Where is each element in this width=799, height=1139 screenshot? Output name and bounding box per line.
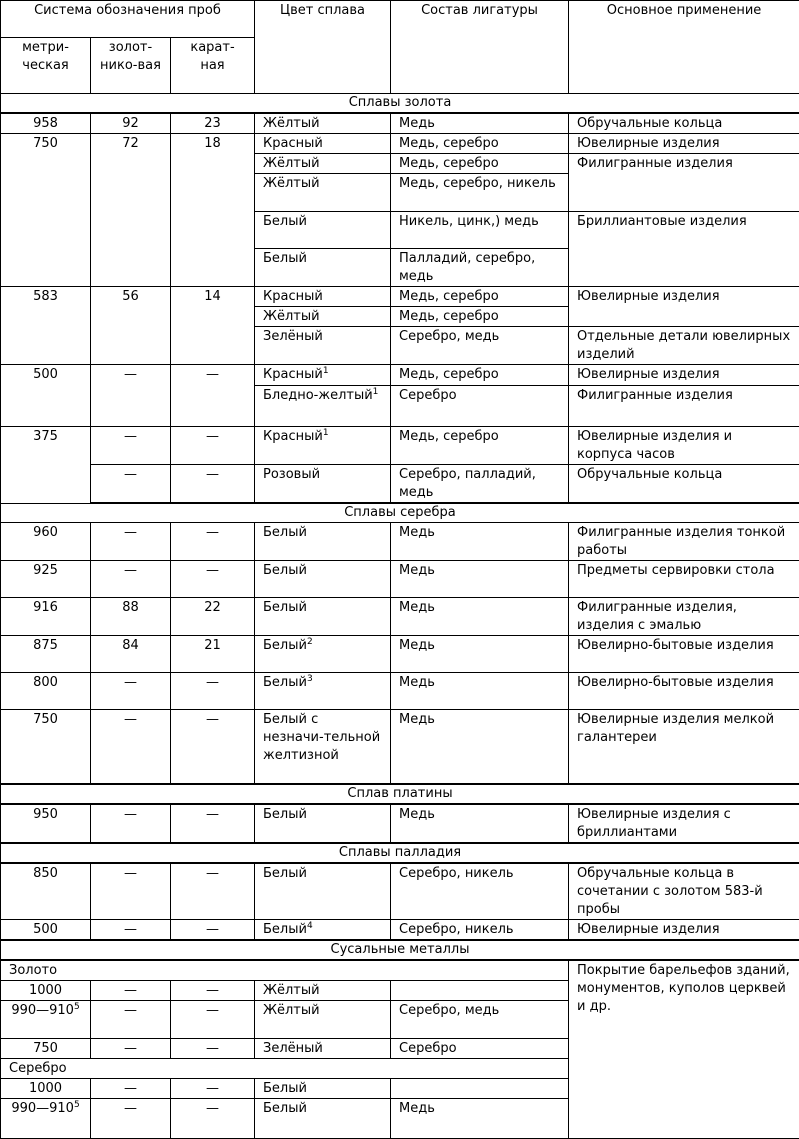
gold-375-zolotnik: — <box>91 427 171 465</box>
leaf-silver-1000-color: Белый <box>255 1078 391 1098</box>
palladium-500-metric: 500 <box>1 919 91 940</box>
silver-916-ligature: Медь <box>391 598 569 636</box>
leaf-gold-label: Золото <box>1 960 569 981</box>
platinum-950-zolotnik: — <box>91 804 171 843</box>
gold-750-application: Бриллиантовые изделия <box>569 212 799 287</box>
platinum-950-ligature: Медь <box>391 804 569 843</box>
gold-583-zolotnik: 56 <box>91 287 171 365</box>
silver-925-metric: 925 <box>1 561 91 598</box>
gold-375-color: Розовый <box>255 465 391 504</box>
silver-960-metric: 960 <box>1 523 91 561</box>
leaf-silver-990-zolotnik: — <box>91 1098 171 1138</box>
gold-375-application: Ювелирные изделия и корпуса часов <box>569 427 799 465</box>
leaf-silver-990-color: Белый <box>255 1098 391 1138</box>
silver-875-metric: 875 <box>1 636 91 673</box>
gold-750-ligature: Медь, серебро <box>391 134 569 154</box>
gold-375-carat: — <box>171 465 255 504</box>
silver-960-ligature: Медь <box>391 523 569 561</box>
gold-750-color: Жёлтый <box>255 154 391 174</box>
gold-958-zolotnik: 92 <box>91 113 171 134</box>
header-zolotnik: золот-нико-вая <box>91 38 171 94</box>
palladium-850-carat: — <box>171 863 255 920</box>
leaf-gold-1000-zolotnik: — <box>91 980 171 1000</box>
silver-960-carat: — <box>171 523 255 561</box>
leaf-silver-1000-carat: — <box>171 1078 255 1098</box>
color-text: Белый <box>263 675 307 690</box>
platinum-950-carat: — <box>171 804 255 843</box>
gold-958-application: Обручальные кольца <box>569 113 799 134</box>
gold-750-zolotnik: 72 <box>91 134 171 287</box>
silver-960-application: Филигранные изделия тонкой работы <box>569 523 799 561</box>
section-platinum: Сплав платины <box>1 784 799 804</box>
gold-583-ligature: Медь, серебро <box>391 307 569 327</box>
silver-750-color: Белый с незначи-тельной желтизной <box>255 710 391 784</box>
header-application: Основное применение <box>569 1 799 94</box>
gold-583-carat: 14 <box>171 287 255 365</box>
palladium-500-zolotnik: — <box>91 919 171 940</box>
section-silver: Сплавы серебра <box>1 503 799 523</box>
leaf-silver-990-ligature: Медь <box>391 1098 569 1138</box>
footnote-mark: 4 <box>307 921 313 931</box>
footnote-mark: 1 <box>323 366 329 376</box>
silver-916-zolotnik: 88 <box>91 598 171 636</box>
leaf-silver-1000-ligature <box>391 1078 569 1098</box>
palladium-500-application: Ювелирные изделия <box>569 919 799 940</box>
leaf-silver-990-metric <box>1 1098 91 1138</box>
metric-text: 990—910 <box>11 1101 74 1116</box>
silver-960-color: Белый <box>255 523 391 561</box>
gold-583-application: Ювелирные изделия <box>569 287 799 327</box>
color-text: Белый <box>263 922 307 937</box>
gold-375-carat: — <box>171 427 255 465</box>
header-ligature: Состав лигатуры <box>391 1 569 94</box>
silver-925-carat: — <box>171 561 255 598</box>
silver-925-zolotnik: — <box>91 561 171 598</box>
silver-800-metric: 800 <box>1 673 91 710</box>
gold-583-color: Жёлтый <box>255 307 391 327</box>
gold-375-ligature: Серебро, палладий, медь <box>391 465 569 504</box>
gold-583-color: Зелёный <box>255 327 391 365</box>
color-text: Красный <box>263 429 323 444</box>
footnote-mark: 5 <box>74 1100 80 1110</box>
color-text: Бледно-желтый <box>263 388 373 403</box>
gold-958-carat: 23 <box>171 113 255 134</box>
silver-875-carat: 21 <box>171 636 255 673</box>
gold-500-application: Филигранные изделия <box>569 386 799 427</box>
footnote-mark: 2 <box>307 637 313 647</box>
palladium-850-ligature: Серебро, никель <box>391 863 569 920</box>
gold-958-color: Жёлтый <box>255 113 391 134</box>
leaf-silver-label: Серебро <box>1 1058 569 1078</box>
platinum-950-color: Белый <box>255 804 391 843</box>
palladium-850-color: Белый <box>255 863 391 920</box>
gold-583-metric: 583 <box>1 287 91 365</box>
silver-916-application: Филигранные изделия, изделия с эмалью <box>569 598 799 636</box>
section-leaf-metals: Сусальные металлы <box>1 940 799 960</box>
gold-750-metric: 750 <box>1 134 91 287</box>
gold-750-ligature: Медь, серебро, никель <box>391 174 569 212</box>
leaf-gold-990-metric <box>1 1000 91 1038</box>
section-gold: Сплавы золота <box>1 94 799 114</box>
leaf-application: Покрытие барельефов зданий, монументов, куполов церквей и др. <box>569 960 799 1139</box>
silver-916-metric: 916 <box>1 598 91 636</box>
leaf-gold-750-metric: 750 <box>1 1038 91 1058</box>
gold-583-color: Красный <box>255 287 391 307</box>
leaf-gold-1000-ligature <box>391 980 569 1000</box>
silver-750-zolotnik: — <box>91 710 171 784</box>
leaf-gold-1000-metric: 1000 <box>1 980 91 1000</box>
section-palladium: Сплавы палладия <box>1 843 799 863</box>
color-text: Красный <box>263 367 323 382</box>
footnote-mark: 5 <box>74 1002 80 1012</box>
silver-875-zolotnik: 84 <box>91 636 171 673</box>
palladium-500-carat: — <box>171 919 255 940</box>
footnote-mark: 1 <box>373 387 379 397</box>
gold-500-ligature: Серебро <box>391 386 569 427</box>
leaf-gold-990-ligature: Серебро, медь <box>391 1000 569 1038</box>
gold-750-application: Филигранные изделия <box>569 154 799 212</box>
palladium-850-zolotnik: — <box>91 863 171 920</box>
header-color: Цвет сплава <box>255 1 391 94</box>
palladium-500-ligature: Серебро, никель <box>391 919 569 940</box>
gold-583-ligature: Медь, серебро <box>391 287 569 307</box>
leaf-gold-990-color: Жёлтый <box>255 1000 391 1038</box>
footnote-mark: 1 <box>323 428 329 438</box>
silver-925-ligature: Медь <box>391 561 569 598</box>
silver-925-application: Предметы сервировки стола <box>569 561 799 598</box>
gold-958-metric: 958 <box>1 113 91 134</box>
silver-750-application: Ювелирные изделия мелкой галантереи <box>569 710 799 784</box>
silver-750-metric: 750 <box>1 710 91 784</box>
palladium-500-color <box>255 919 391 940</box>
silver-875-color <box>255 636 391 673</box>
header-carat: карат-ная <box>171 38 255 94</box>
silver-800-ligature: Медь <box>391 673 569 710</box>
header-system: Система обозначения проб <box>1 1 255 38</box>
gold-750-ligature: Никель, цинк,) медь <box>391 212 569 249</box>
silver-800-application: Ювелирно-бытовые изделия <box>569 673 799 710</box>
gold-583-ligature: Серебро, медь <box>391 327 569 365</box>
gold-583-application: Отдельные детали ювелирных изделий <box>569 327 799 365</box>
silver-875-application: Ювелирно-бытовые изделия <box>569 636 799 673</box>
leaf-silver-1000-zolotnik: — <box>91 1078 171 1098</box>
gold-500-color <box>255 386 391 427</box>
silver-925-color: Белый <box>255 561 391 598</box>
footnote-mark: 3 <box>307 674 313 684</box>
leaf-silver-990-carat: — <box>171 1098 255 1138</box>
silver-800-carat: — <box>171 673 255 710</box>
silver-800-zolotnik: — <box>91 673 171 710</box>
gold-500-zolotnik: — <box>91 365 171 427</box>
gold-500-ligature: Медь, серебро <box>391 365 569 386</box>
metric-text: 990—910 <box>11 1003 74 1018</box>
gold-500-color <box>255 365 391 386</box>
gold-750-ligature: Палладий, серебро, медь <box>391 249 569 287</box>
gold-375-color <box>255 427 391 465</box>
palladium-850-metric: 850 <box>1 863 91 920</box>
silver-916-color: Белый <box>255 598 391 636</box>
silver-800-color <box>255 673 391 710</box>
silver-750-ligature: Медь <box>391 710 569 784</box>
silver-750-carat: — <box>171 710 255 784</box>
header-metric: метри-ческая <box>1 38 91 94</box>
gold-500-application: Ювелирные изделия <box>569 365 799 386</box>
gold-375-ligature: Медь, серебро <box>391 427 569 465</box>
gold-958-ligature: Медь <box>391 113 569 134</box>
gold-750-color: Жёлтый <box>255 174 391 212</box>
platinum-950-metric: 950 <box>1 804 91 843</box>
leaf-gold-990-carat: — <box>171 1000 255 1038</box>
gold-750-color: Белый <box>255 212 391 249</box>
gold-750-application: Ювелирные изделия <box>569 134 799 154</box>
gold-750-color: Белый <box>255 249 391 287</box>
leaf-gold-750-ligature: Серебро <box>391 1038 569 1058</box>
gold-375-application: Обручальные кольца <box>569 465 799 504</box>
leaf-gold-990-zolotnik: — <box>91 1000 171 1038</box>
color-text: Белый <box>263 638 307 653</box>
gold-375-zolotnik: — <box>91 465 171 504</box>
leaf-silver-1000-metric: 1000 <box>1 1078 91 1098</box>
gold-500-carat: — <box>171 365 255 427</box>
silver-875-ligature: Медь <box>391 636 569 673</box>
gold-750-carat: 18 <box>171 134 255 287</box>
silver-960-zolotnik: — <box>91 523 171 561</box>
palladium-850-application: Обручальные кольца в сочетании с золотом 583-й пробы <box>569 863 799 920</box>
leaf-gold-750-color: Зелёный <box>255 1038 391 1058</box>
leaf-gold-750-zolotnik: — <box>91 1038 171 1058</box>
gold-750-color: Красный <box>255 134 391 154</box>
gold-375-metric: 375 <box>1 427 91 504</box>
platinum-950-application: Ювелирные изделия с бриллиантами <box>569 804 799 843</box>
silver-916-carat: 22 <box>171 598 255 636</box>
leaf-gold-1000-carat: — <box>171 980 255 1000</box>
leaf-gold-750-carat: — <box>171 1038 255 1058</box>
leaf-gold-1000-color: Жёлтый <box>255 980 391 1000</box>
gold-500-metric: 500 <box>1 365 91 427</box>
gold-750-ligature: Медь, серебро <box>391 154 569 174</box>
